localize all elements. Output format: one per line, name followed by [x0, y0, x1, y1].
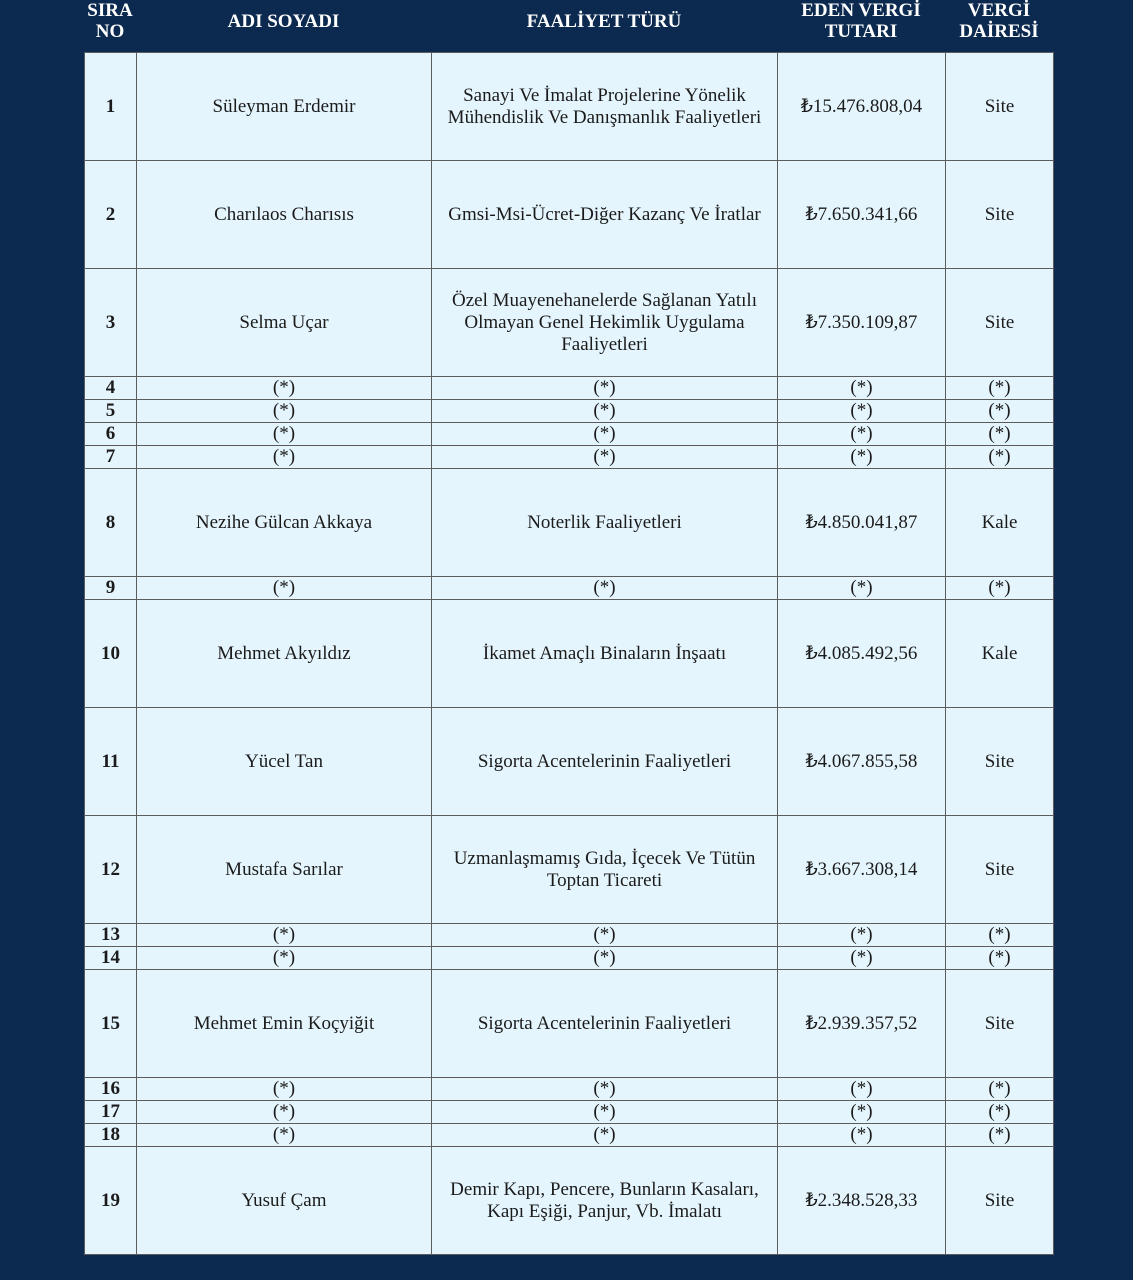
activity-cell: İkamet Amaçlı Binaların İnşaatı — [432, 600, 778, 708]
row-number: 13 — [85, 924, 137, 947]
row-number: 14 — [85, 947, 137, 970]
tax-office-cell: Site — [946, 53, 1054, 161]
row-number: 17 — [85, 1101, 137, 1124]
name-cell: Mehmet Akyıldız — [137, 600, 432, 708]
name-cell: (*) — [137, 1101, 432, 1124]
tax-office-cell: (*) — [946, 377, 1054, 400]
tax-amount-cell: (*) — [778, 377, 946, 400]
table-row — [85, 269, 1054, 377]
activity-cell: (*) — [432, 1101, 778, 1124]
name-cell: Yusuf Çam — [137, 1147, 432, 1255]
name-cell: Mustafa Sarılar — [137, 816, 432, 924]
tax-office-cell: (*) — [946, 1101, 1054, 1124]
table-row — [85, 1147, 1054, 1255]
tax-office-cell: (*) — [946, 423, 1054, 446]
activity-cell: (*) — [432, 1078, 778, 1101]
table-row-masked — [85, 924, 1054, 947]
tax-amount-cell: (*) — [778, 446, 946, 469]
activity-cell: Sigorta Acentelerinin Faaliyetleri — [432, 708, 778, 816]
tax-office-cell: (*) — [946, 446, 1054, 469]
table-row-masked — [85, 1078, 1054, 1101]
tax-office-cell: Site — [946, 269, 1054, 377]
tax-amount-cell: ₺2.348.528,33 — [778, 1147, 946, 1255]
row-number: 16 — [85, 1078, 137, 1101]
row-number: 9 — [85, 577, 137, 600]
tax-amount-cell: ₺15.476.808,04 — [778, 53, 946, 161]
row-number: 12 — [85, 816, 137, 924]
activity-cell: (*) — [432, 446, 778, 469]
name-cell: (*) — [137, 1124, 432, 1147]
tax-amount-cell: (*) — [778, 1124, 946, 1147]
tax-amount-cell: ₺7.350.109,87 — [778, 269, 946, 377]
tax-office-cell: Site — [946, 708, 1054, 816]
tax-amount-cell: ₺2.939.357,52 — [778, 970, 946, 1078]
tax-amount-cell: (*) — [778, 400, 946, 423]
tax-office-cell: (*) — [946, 947, 1054, 970]
name-cell: Süleyman Erdemir — [137, 53, 432, 161]
tax-amount-cell: (*) — [778, 947, 946, 970]
name-cell: (*) — [137, 924, 432, 947]
tax-office-cell: Kale — [946, 600, 1054, 708]
tax-office-cell: Site — [946, 161, 1054, 269]
row-number: 19 — [85, 1147, 137, 1255]
table-row-masked — [85, 423, 1054, 446]
tax-amount-cell: (*) — [778, 1101, 946, 1124]
header-adi-soyadi: ADI SOYADI — [227, 10, 340, 32]
activity-cell: (*) — [432, 924, 778, 947]
name-cell: (*) — [137, 446, 432, 469]
activity-cell: Gmsi-Msi-Ücret-Diğer Kazanç Ve İratlar — [432, 161, 778, 269]
activity-cell: Uzmanlaşmamış Gıda, İçecek Ve Tütün Toptan Ticareti — [432, 816, 778, 924]
name-cell: Charılaos Charısıs — [137, 161, 432, 269]
table-row — [85, 600, 1054, 708]
row-number: 10 — [85, 600, 137, 708]
row-number: 18 — [85, 1124, 137, 1147]
table-row-masked — [85, 947, 1054, 970]
name-cell: (*) — [137, 423, 432, 446]
tax-amount-cell: ₺3.667.308,14 — [778, 816, 946, 924]
name-cell: Mehmet Emin Koçyiğit — [137, 970, 432, 1078]
activity-cell: Noterlik Faaliyetleri — [432, 469, 778, 577]
table-row — [85, 708, 1054, 816]
tax-office-cell: Kale — [946, 469, 1054, 577]
activity-cell: (*) — [432, 577, 778, 600]
activity-cell: Sanayi Ve İmalat Projelerine Yönelik Mühendislik Ve Danışmanlık Faaliyetleri — [432, 53, 778, 161]
name-cell: (*) — [137, 577, 432, 600]
table-row — [85, 970, 1054, 1078]
name-cell: (*) — [137, 377, 432, 400]
tax-office-cell: Site — [946, 970, 1054, 1078]
tax-amount-cell: (*) — [778, 423, 946, 446]
table-row — [85, 53, 1054, 161]
table-row-masked — [85, 400, 1054, 423]
row-number: 1 — [85, 53, 137, 161]
tax-office-cell: (*) — [946, 1124, 1054, 1147]
row-number: 5 — [85, 400, 137, 423]
table-body — [85, 53, 1054, 1255]
row-number: 7 — [85, 446, 137, 469]
table-row — [85, 161, 1054, 269]
activity-cell: (*) — [432, 377, 778, 400]
header-vergi-dairesi: VERGİ DAİRESİ — [959, 0, 1039, 42]
tax-amount-cell: (*) — [778, 924, 946, 947]
tax-amount-cell: (*) — [778, 577, 946, 600]
tax-office-cell: (*) — [946, 924, 1054, 947]
tax-amount-cell: ₺4.850.041,87 — [778, 469, 946, 577]
activity-cell: (*) — [432, 947, 778, 970]
table-row-masked — [85, 577, 1054, 600]
activity-cell: (*) — [432, 1124, 778, 1147]
table-row-masked — [85, 377, 1054, 400]
row-number: 8 — [85, 469, 137, 577]
name-cell: (*) — [137, 400, 432, 423]
tax-amount-cell: (*) — [778, 1078, 946, 1101]
name-cell: Nezihe Gülcan Akkaya — [137, 469, 432, 577]
tax-office-cell: Site — [946, 816, 1054, 924]
tax-office-cell: (*) — [946, 400, 1054, 423]
activity-cell: (*) — [432, 400, 778, 423]
activity-cell: Sigorta Acentelerinin Faaliyetleri — [432, 970, 778, 1078]
table-row — [85, 816, 1054, 924]
header-vergi-tutari: EDEN VERGİ TUTARI — [801, 0, 921, 42]
tax-amount-cell: ₺4.085.492,56 — [778, 600, 946, 708]
header-faaliyet-turu: FAALİYET TÜRÜ — [526, 10, 682, 32]
row-number: 4 — [85, 377, 137, 400]
table-row-masked — [85, 446, 1054, 469]
row-number: 15 — [85, 970, 137, 1078]
row-number: 11 — [85, 708, 137, 816]
header-sira-no: SIRA NO — [87, 0, 133, 42]
activity-cell: Özel Muayenehanelerde Sağlanan Yatılı Olmayan Genel Hekimlik Uygulama Faaliyetleri — [432, 269, 778, 377]
table-row-masked — [85, 1101, 1054, 1124]
name-cell: Selma Uçar — [137, 269, 432, 377]
row-number: 6 — [85, 423, 137, 446]
table-row — [85, 469, 1054, 577]
name-cell: (*) — [137, 1078, 432, 1101]
activity-cell: (*) — [432, 423, 778, 446]
tax-office-cell: (*) — [946, 1078, 1054, 1101]
tax-office-cell: (*) — [946, 577, 1054, 600]
name-cell: Yücel Tan — [137, 708, 432, 816]
tax-office-cell: Site — [946, 1147, 1054, 1255]
table-row-masked — [85, 1124, 1054, 1147]
activity-cell: Demir Kapı, Pencere, Bunların Kasaları, Kapı Eşiği, Panjur, Vb. İmalatı — [432, 1147, 778, 1255]
taxpayer-table — [84, 52, 1054, 1255]
name-cell: (*) — [137, 947, 432, 970]
row-number: 3 — [85, 269, 137, 377]
tax-amount-cell: ₺4.067.855,58 — [778, 708, 946, 816]
tax-amount-cell: ₺7.650.341,66 — [778, 161, 946, 269]
row-number: 2 — [85, 161, 137, 269]
